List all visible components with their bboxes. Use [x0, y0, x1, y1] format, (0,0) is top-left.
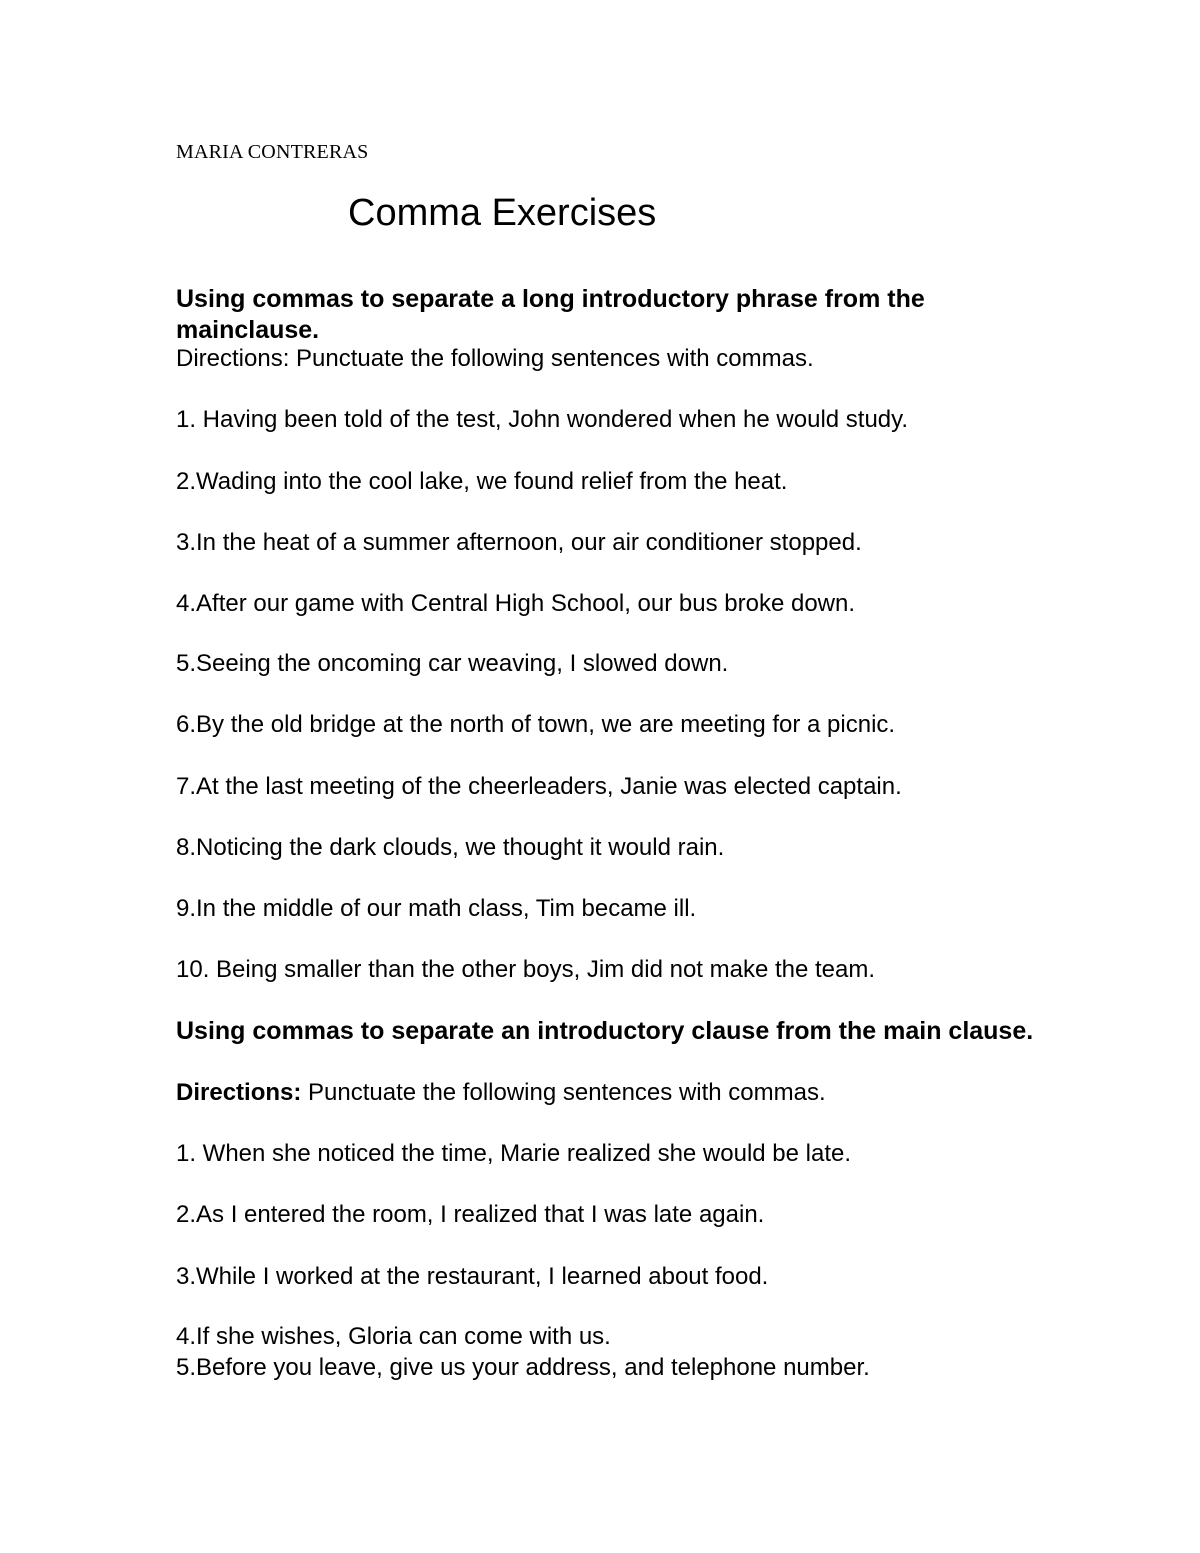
- author-name: MARIA CONTRERAS: [176, 141, 369, 163]
- section1-item-10: 10. Being smaller than the other boys, Jim did not make the team.: [176, 956, 876, 983]
- section2-item-2: 2.As I entered the room, I realized that I was late again.: [176, 1201, 765, 1228]
- section1-item-3: 3.In the heat of a summer afternoon, our air conditioner stopped.: [176, 529, 862, 556]
- section2-directions-text: Punctuate the following sentences with commas.: [301, 1079, 826, 1106]
- section2-directions-label: Directions:: [176, 1079, 302, 1106]
- section2-item-1: 1. When she noticed the time, Marie realized she would be late.: [176, 1140, 852, 1167]
- section1-heading: Using commas to separate a long introductory phrase from the mainclause.: [176, 285, 925, 344]
- section1-item-2: 2.Wading into the cool lake, we found relief from the heat.: [176, 468, 788, 495]
- section2-directions: [176, 1079, 826, 1107]
- section2-item-3: 3.While I worked at the restaurant, I learned about food.: [176, 1263, 769, 1290]
- section1-item-9: 9.In the middle of our math class, Tim became ill.: [176, 895, 697, 922]
- section1-item-4: 4.After our game with Central High School, our bus broke down.: [176, 590, 856, 617]
- section2-item-5: 5.Before you leave, give us your address, and telephone number.: [176, 1354, 870, 1381]
- section1-item-8: 8.Noticing the dark clouds, we thought it would rain.: [176, 834, 725, 861]
- section1-item-6: 6.By the old bridge at the north of town, we are meeting for a picnic.: [176, 711, 896, 738]
- page-title: Comma Exercises: [348, 192, 657, 234]
- section1-item-1: 1. Having been told of the test, John wondered when he would study.: [176, 406, 909, 433]
- section1-item-5: 5.Seeing the oncoming car weaving, I slowed down.: [176, 650, 729, 677]
- section2-item-4: 4.If she wishes, Gloria can come with us.: [176, 1323, 611, 1350]
- section1-item-7: 7.At the last meeting of the cheerleaders, Janie was elected captain.: [176, 773, 902, 800]
- section1-directions: Directions: Punctuate the following sentences with commas.: [176, 345, 814, 372]
- section2-heading: Using commas to separate an introductory clause from the main clause.: [176, 1017, 1034, 1045]
